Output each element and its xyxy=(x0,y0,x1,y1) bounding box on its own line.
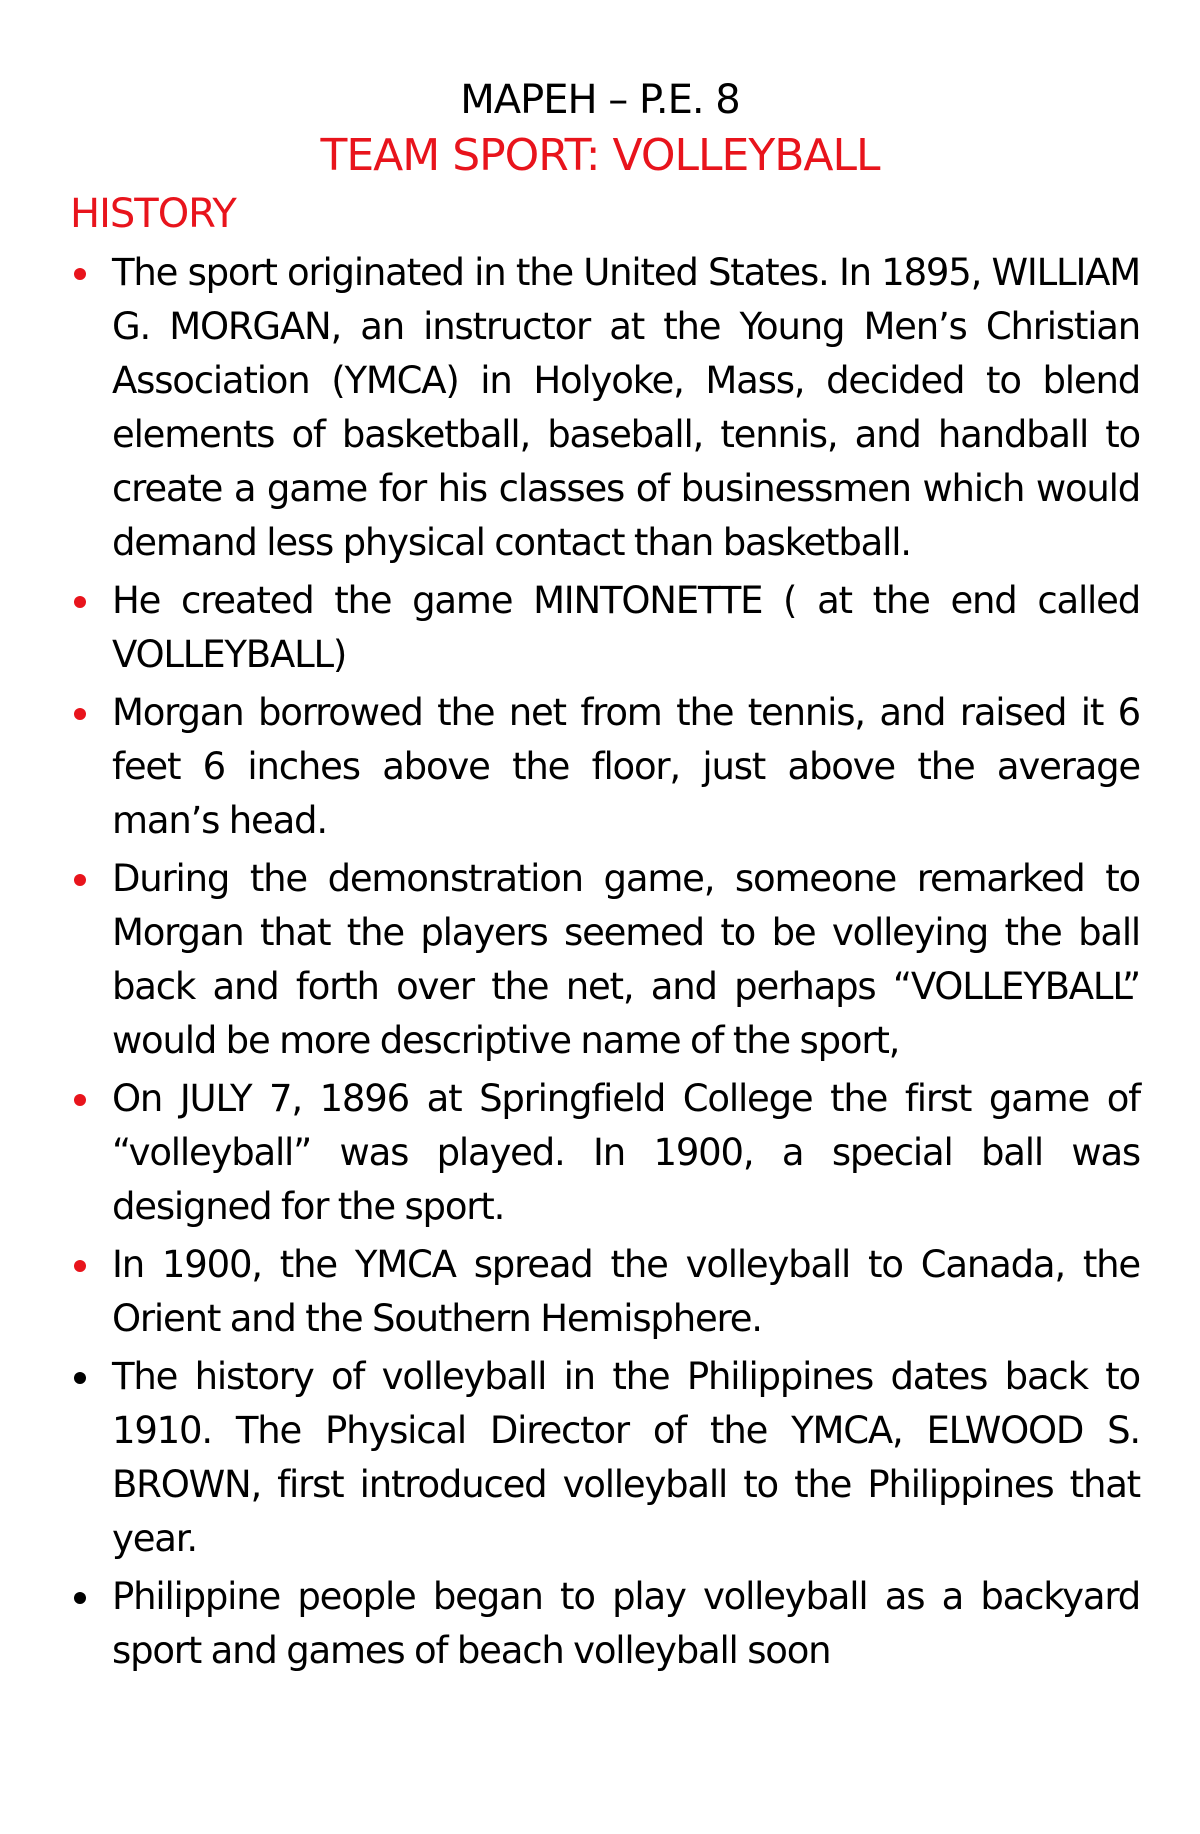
history-bullet-item xyxy=(0,1350,1200,1566)
bullet-text: On JULY 7, 1896 at Springfield College the first game of “volleyball” was played. In 1900, a special ball was designed for the sport. xyxy=(112,1077,1140,1228)
history-bullet-item xyxy=(0,574,1200,682)
history-bullet-item xyxy=(0,686,1200,848)
bullet-dot-icon xyxy=(74,596,86,608)
bullet-text: In 1900, the YMCA spread the volleyball to Canada, the Orient and the Southern Hemisphere. xyxy=(112,1243,1140,1340)
bullet-dot-icon xyxy=(74,708,86,720)
history-bullet-item xyxy=(0,852,1200,1068)
history-bullet-item xyxy=(0,1238,1200,1346)
bullet-text: He created the game MINTONETTE ( at the end called VOLLEYBALL) xyxy=(112,579,1140,676)
bullet-dot-icon xyxy=(74,1094,86,1106)
bullet-text: The sport originated in the United States. In 1895, WILLIAM G. MORGAN, an instructor at the Young Men’s Christian Association (YMCA) in Holyoke, Mass, decided to blend elements of basketball, baseball, tennis, and handball to create a game for his classes of businessmen which would demand less physical contact than basketball. xyxy=(112,251,1140,564)
bullet-text: The history of volleyball in the Philippines dates back to 1910. The Physical Director of the YMCA, ELWOOD S. BROWN, first introduced volleyball to the Philippines that year. xyxy=(112,1355,1140,1560)
bullet-text: During the demonstration game, someone remarked to Morgan that the players seemed to be volleying the ball back and forth over the net, and perhaps “VOLLEYBALL” would be more descriptive name of the sport, xyxy=(112,857,1140,1062)
bullet-dot-icon xyxy=(74,1372,86,1384)
document-subtitle: TEAM SPORT: VOLLEYBALL xyxy=(320,130,880,181)
bullet-dot-icon xyxy=(74,874,86,886)
bullet-dot-icon xyxy=(74,268,86,280)
bullet-text: Morgan borrowed the net from the tennis, and raised it 6 feet 6 inches above the floor, just above the average man’s head. xyxy=(112,691,1140,842)
history-bullet-list xyxy=(0,246,1200,1682)
history-bullet-item xyxy=(0,1072,1200,1234)
history-bullet-item xyxy=(0,1570,1200,1678)
bullet-dot-icon xyxy=(74,1260,86,1272)
bullet-dot-icon xyxy=(74,1592,86,1604)
bullet-text: Philippine people began to play volleyball as a backyard sport and games of beach volleyball soon xyxy=(112,1575,1140,1672)
document-title: MAPEH – P.E. 8 xyxy=(460,77,740,123)
history-bullet-item xyxy=(0,246,1200,570)
section-heading-history: HISTORY xyxy=(70,191,236,237)
